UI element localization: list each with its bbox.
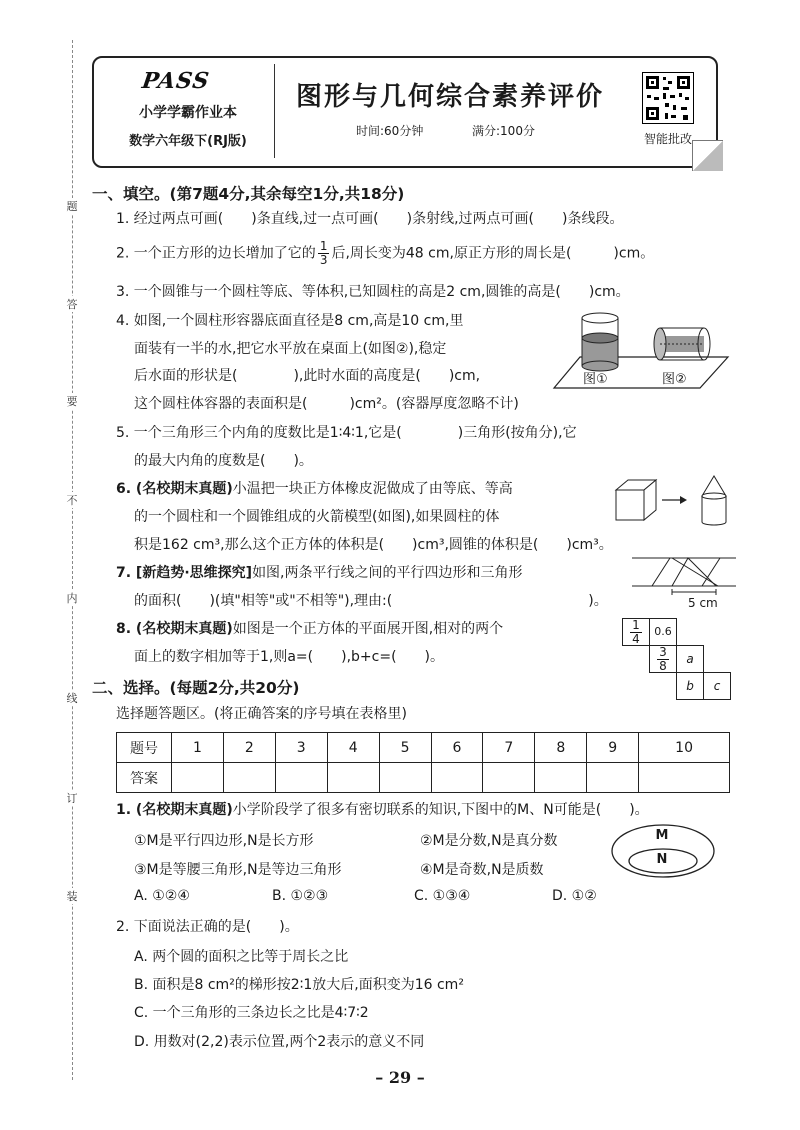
cube-to-rocket-figure [612, 474, 732, 530]
tag-new-trend: 7. [新趋势·思维探究] [116, 565, 253, 581]
table-cell: 1 [172, 733, 224, 763]
fraction-numerator: 1 [632, 618, 640, 632]
answer-cell[interactable] [327, 763, 379, 793]
fill-q3: 3. 一个圆锥与一个圆柱等底、等体积,已知圆柱的高是2 cm,圆锥的高是( )cm。 [116, 284, 630, 300]
table-row [117, 763, 730, 793]
answer-cell[interactable] [431, 763, 483, 793]
answer-sheet-label: 选择题答题区。(将正确答案的序号填在表格里) [116, 706, 407, 722]
statement-2: ②M是分数,N是真分数 [420, 833, 558, 849]
grade-label: 数学六年级下(RJ版) [129, 134, 247, 149]
fill-q5-line1: 5. 一个三角形三个内角的度数比是1∶4∶1,它是( )三角形(按角分),它 [116, 425, 577, 441]
fill-q7-text: 如图,两条平行线之间的平行四边形和三角形 [252, 565, 523, 581]
option-c[interactable]: C. ①③④ [414, 888, 471, 904]
net-cell: b [676, 672, 704, 700]
fraction-denominator: 3 [319, 253, 328, 267]
table-cell: 题号 [117, 733, 172, 763]
section2-heading: 二、选择。(每题2分,共20分) [92, 679, 300, 697]
answer-cell[interactable] [587, 763, 639, 793]
fill-q4-line3: 后水面的形状是( ),此时水面的高度是( )cm, [134, 368, 481, 384]
pass-logo: PASS [140, 68, 212, 94]
venn-label-n: N [656, 852, 668, 867]
table-cell: 7 [483, 733, 535, 763]
answer-cell[interactable] [535, 763, 587, 793]
fraction [630, 619, 642, 646]
option-b[interactable]: B. ①②③ [272, 888, 329, 904]
fill-q7-line2: 的面积( )(填"相等"或"不相等"),理由:( )。 [134, 593, 608, 609]
binding-char: 装 [62, 888, 82, 904]
net-cell: 0.6 [649, 618, 677, 646]
table-cell: 4 [327, 733, 379, 763]
tag-midterm: 1. (名校期末真题) [116, 802, 233, 818]
table-cell: 8 [535, 733, 587, 763]
statement-4: ④M是奇数,N是质数 [420, 862, 544, 878]
net-cell [649, 645, 677, 673]
fill-q8-line2: 面上的数字相加等于1,则a=( ),b+c=( )。 [134, 649, 445, 665]
option-d[interactable]: D. ①② [552, 888, 597, 904]
option-b[interactable]: B. 面积是8 cm²的梯形按2∶1放大后,面积变为16 cm² [134, 977, 464, 993]
binding-char: 题 [62, 198, 82, 214]
section1-heading: 一、填空。(第7题4分,其余每空1分,共18分) [92, 185, 405, 203]
table-row [117, 733, 730, 763]
fill-q6-text: 小温把一块正方体橡皮泥做成了由等底、等高 [232, 481, 513, 497]
fill-q1: 1. 经过两点可画( )条直线,过一点可画( )条射线,过两点可画( )条线段。 [116, 211, 624, 227]
statement-1: ①M是平行四边形,N是长方形 [134, 833, 314, 849]
fill-q6-line2: 的一个圆柱和一个圆锥组成的火箭模型(如图),如果圆柱的体 [134, 509, 500, 525]
option-a[interactable]: A. 两个圆的面积之比等于周长之比 [134, 949, 349, 965]
binding-char: 订 [62, 790, 82, 806]
fraction [318, 240, 330, 267]
binding-char: 答 [62, 296, 82, 312]
fill-q8-text: 如图是一个正方体的平面展开图,相对的两个 [232, 621, 504, 637]
smart-grading-label: 智能批改 [643, 132, 692, 146]
qr-code-icon[interactable] [642, 72, 694, 124]
fill-q2 [116, 240, 654, 267]
header-box [92, 56, 718, 168]
table-cell: 9 [587, 733, 639, 763]
venn-label-m: M [655, 828, 669, 843]
time-limit: 时间:60分钟 [356, 124, 424, 138]
full-score: 满分:100分 [472, 124, 535, 138]
choice-q2: 2. 下面说法正确的是( )。 [116, 919, 299, 935]
binding-char: 不 [62, 492, 82, 508]
page-title: 图形与几何综合素养评价 [295, 82, 604, 112]
fraction-denominator: 4 [632, 632, 640, 646]
fill-q2-text-a: 2. 一个正方形的边长增加了它的 [116, 245, 316, 262]
page-curl-decoration [692, 140, 723, 171]
option-d[interactable]: D. 用数对(2,2)表示位置,两个2表示的意义不同 [134, 1034, 425, 1050]
binding-line [72, 40, 73, 1080]
table-cell: 10 [639, 733, 730, 763]
fill-q7-line1 [116, 563, 523, 583]
fill-q8-line1 [116, 619, 503, 639]
choice-q1 [116, 800, 649, 820]
statement-3: ③M是等腰三角形,N是等边三角形 [134, 862, 342, 878]
answer-cell[interactable] [379, 763, 431, 793]
fraction-numerator: 1 [319, 239, 328, 253]
fraction-denominator: 8 [659, 659, 667, 673]
net-cell: c [703, 672, 731, 700]
fill-q4-line1: 4. 如图,一个圆柱形容器底面直径是8 cm,高是10 cm,里 [116, 313, 464, 329]
table-cell: 5 [379, 733, 431, 763]
tag-midterm: 6. (名校期末真题) [116, 481, 233, 497]
fill-q6-line3: 积是162 cm³,那么这个正方体的体积是( )cm³,圆锥的体积是( )cm³。 [134, 537, 613, 553]
net-cell: a [676, 645, 704, 673]
page-number: – 29 – [375, 1068, 425, 1087]
binding-char: 要 [62, 393, 82, 409]
table-cell: 2 [223, 733, 275, 763]
cylinder-figure [550, 302, 730, 394]
fill-q4-line4: 这个圆柱体容器的表面积是( )cm²。(容器厚度忽略不计) [134, 396, 519, 412]
answer-cell[interactable] [223, 763, 275, 793]
fill-q2-text-b: 后,周长变为48 cm,原正方形的周长是( )cm。 [331, 245, 655, 262]
answer-cell[interactable] [483, 763, 535, 793]
binding-char: 内 [62, 590, 82, 606]
answer-cell[interactable] [172, 763, 224, 793]
parallel-lines-figure [632, 554, 736, 600]
length-label: 5 cm [688, 596, 718, 610]
header-divider [274, 64, 275, 158]
brand-name: 小学学霸作业本 [139, 105, 237, 121]
fill-q6-line1 [116, 479, 513, 499]
table-cell: 3 [275, 733, 327, 763]
answer-table [116, 732, 730, 793]
tag-midterm: 8. (名校期末真题) [116, 621, 233, 637]
figure-label-1: 图① [583, 372, 608, 387]
fill-q5-line2: 的最大内角的度数是( )。 [134, 453, 313, 469]
choice-q1-text: 小学阶段学了很多有密切联系的知识,下图中的M、N可能是( )。 [232, 802, 649, 818]
fraction-numerator: 3 [659, 645, 667, 659]
answer-cell[interactable] [639, 763, 730, 793]
table-cell: 答案 [117, 763, 172, 793]
binding-char: 线 [62, 690, 82, 706]
option-a[interactable]: A. ①②④ [134, 888, 190, 904]
figure-label-2: 图② [662, 372, 687, 387]
option-c[interactable]: C. 一个三角形的三条边长之比是4∶7∶2 [134, 1005, 369, 1021]
net-cell [622, 618, 650, 646]
answer-cell[interactable] [275, 763, 327, 793]
fill-q4-line2: 面装有一半的水,把它水平放在桌面上(如图②),稳定 [134, 341, 447, 357]
fraction [657, 646, 669, 673]
table-cell: 6 [431, 733, 483, 763]
